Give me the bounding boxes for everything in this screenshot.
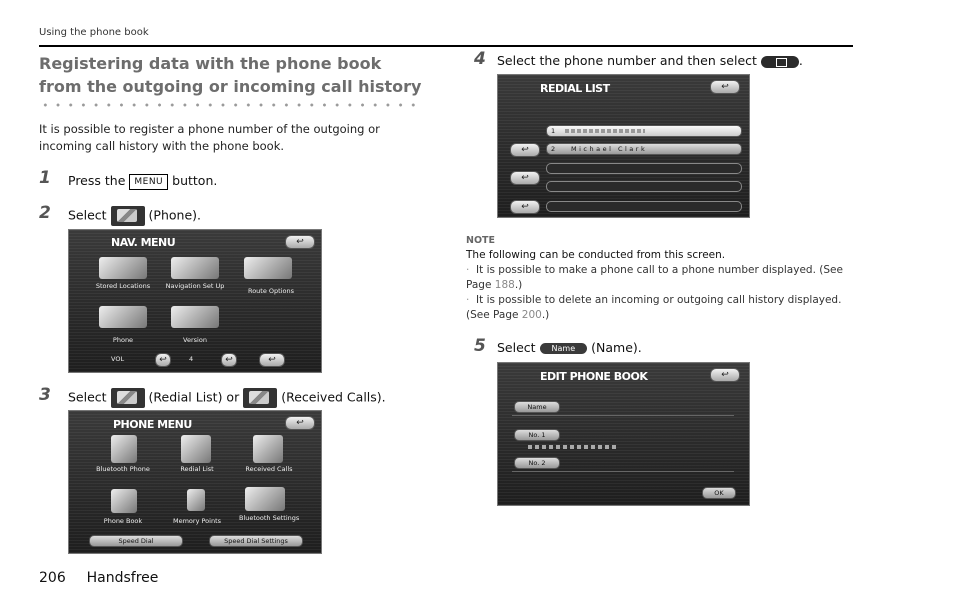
delete-icon[interactable] <box>510 200 540 214</box>
note-text: The following can be conducted from this screen. <box>466 249 726 261</box>
phone-menu-label: Redial List <box>180 465 214 473</box>
step-text: . <box>798 53 803 68</box>
entry-index: 1 <box>551 127 556 135</box>
name-button-icon: Name <box>540 343 588 354</box>
screen-title: REDIAL LIST <box>540 82 610 95</box>
screen-title: NAV. MENU <box>111 236 176 249</box>
redial-entry-empty <box>546 181 742 192</box>
name-button[interactable] <box>514 401 560 413</box>
redial-entry-2[interactable] <box>546 143 742 155</box>
speaker-icon[interactable] <box>259 353 285 367</box>
step-3-text <box>68 388 386 408</box>
redial-list-icon[interactable] <box>181 435 211 463</box>
step-1-text <box>68 173 217 190</box>
back-icon[interactable] <box>285 235 315 249</box>
button-label: Name <box>527 403 547 411</box>
running-title: Using the phone book <box>39 27 149 38</box>
number-2-button[interactable] <box>514 457 560 469</box>
back-icon[interactable] <box>710 80 740 94</box>
step-text: Select the phone number and then select <box>497 53 757 68</box>
step-4 <box>474 49 486 69</box>
number-1-button[interactable] <box>514 429 560 441</box>
phone-menu-label: Memory Points <box>172 517 222 525</box>
page-reference-link[interactable]: 200 <box>521 309 542 321</box>
step-text: Select <box>497 340 536 355</box>
blurred-number <box>528 445 616 449</box>
step-5 <box>474 336 486 356</box>
step-text: Select <box>68 207 107 223</box>
vol-value: 4 <box>189 355 194 363</box>
version-icon[interactable] <box>171 306 219 328</box>
step-4-text <box>497 53 803 68</box>
button-label: Speed Dial Settings <box>224 537 288 545</box>
step-text: (Name). <box>591 340 642 355</box>
redial-entry-empty <box>546 163 742 174</box>
entry-name: Michael Clark <box>571 145 648 153</box>
phone-icon <box>111 206 145 226</box>
nav-item-label: Phone <box>112 336 134 344</box>
bluetooth-phone-icon[interactable] <box>111 435 137 463</box>
back-icon[interactable] <box>285 416 315 430</box>
step-text: (Phone). <box>148 207 201 223</box>
route-options-icon[interactable] <box>244 257 292 279</box>
bluetooth-settings-icon[interactable] <box>245 487 285 511</box>
phone-menu-label: Phone Book <box>103 517 143 525</box>
menu-button-icon: MENU <box>129 174 168 190</box>
phone-icon[interactable] <box>99 306 147 328</box>
nav-item-label: Version <box>183 336 207 344</box>
step-3 <box>39 385 51 405</box>
vol-label: VOL <box>111 355 125 363</box>
edit-phone-book-screen <box>497 362 750 506</box>
blurred-number <box>565 129 645 133</box>
speed-dial-button[interactable] <box>89 535 183 547</box>
button-label: Speed Dial <box>118 537 154 545</box>
entry-index: 2 <box>551 145 556 153</box>
section-title: Registering data with the phone book from the outgoing or incoming call history <box>39 54 422 96</box>
footer-section: Handsfree <box>86 570 159 586</box>
vol-down-icon[interactable] <box>155 353 171 367</box>
nav-item-label: Navigation Set Up <box>165 282 225 290</box>
ok-button[interactable] <box>702 487 736 499</box>
step-2-text <box>68 206 201 226</box>
field-line <box>512 415 734 416</box>
page-reference-link[interactable]: 188 <box>494 279 515 291</box>
navigation-setup-icon[interactable] <box>171 257 219 279</box>
step-number: 3 <box>39 385 51 405</box>
phone-book-icon[interactable] <box>111 489 137 513</box>
page-footer <box>39 570 158 586</box>
nav-item-label: Route Options <box>247 287 294 295</box>
back-icon[interactable] <box>710 368 740 382</box>
note-bullet-1: · It is possible to make a phone call to a phone number displayed. (See Page 188.) <box>466 264 843 291</box>
step-1 <box>39 168 51 188</box>
stored-locations-icon[interactable] <box>99 257 147 279</box>
note-bullet-2: · It is possible to delete an incoming or outgoing call history displayed. (See Page 200.) <box>466 294 842 321</box>
step-number: 5 <box>474 336 486 356</box>
nav-item-label: Stored Locations <box>95 282 151 290</box>
redial-entry-empty <box>546 201 742 212</box>
step-number: 2 <box>39 203 51 223</box>
received-calls-icon <box>243 388 277 408</box>
step-5-text <box>497 340 642 355</box>
screen-title: EDIT PHONE BOOK <box>540 370 648 383</box>
speed-dial-settings-button[interactable] <box>209 535 303 547</box>
step-text: (Received Calls). <box>281 389 386 405</box>
bullet-text: It is possible to make a phone call to a phone number displayed. (See Page <box>466 264 843 291</box>
phone-menu-label: Bluetooth Phone <box>96 465 150 473</box>
header-rule <box>39 45 853 47</box>
edit-icon[interactable] <box>510 143 540 157</box>
memory-points-icon[interactable] <box>187 489 205 511</box>
step-text: Select <box>68 389 107 405</box>
vol-up-icon[interactable] <box>221 353 237 367</box>
phone-menu-screen <box>68 410 322 554</box>
step-text: Press the <box>68 173 126 188</box>
field-line <box>512 471 734 472</box>
step-number: 1 <box>39 168 51 188</box>
step-number: 4 <box>474 49 486 69</box>
call-icon[interactable] <box>510 171 540 185</box>
bullet-text: It is possible to delete an incoming or outgoing call history displayed. (See Page <box>466 294 842 321</box>
redial-list-icon <box>111 388 145 408</box>
redial-entry-1[interactable] <box>546 125 742 137</box>
step-text: (Redial List) or <box>148 389 240 405</box>
received-calls-icon[interactable] <box>253 435 283 463</box>
phone-menu-label: Bluetooth Settings <box>239 514 300 522</box>
step-2 <box>39 203 51 223</box>
nav-menu-screen <box>68 229 322 373</box>
intro-paragraph: It is possible to register a phone number of the outgoing or incoming call history with the phone book. <box>39 122 380 153</box>
note-heading: NOTE <box>466 235 495 246</box>
edit-icon <box>761 56 799 68</box>
phone-menu-label: Received Calls <box>245 465 293 473</box>
redial-list-screen <box>497 74 750 218</box>
screen-title: PHONE MENU <box>113 418 192 431</box>
dotted-divider <box>39 103 419 107</box>
bullet-text: .) <box>514 279 523 291</box>
step-text: button. <box>172 173 218 188</box>
bullet-text: .) <box>541 309 550 321</box>
button-label: No. 2 <box>528 459 546 467</box>
button-label: No. 1 <box>528 431 546 439</box>
button-label: OK <box>714 489 724 497</box>
page-number: 206 <box>39 570 66 586</box>
